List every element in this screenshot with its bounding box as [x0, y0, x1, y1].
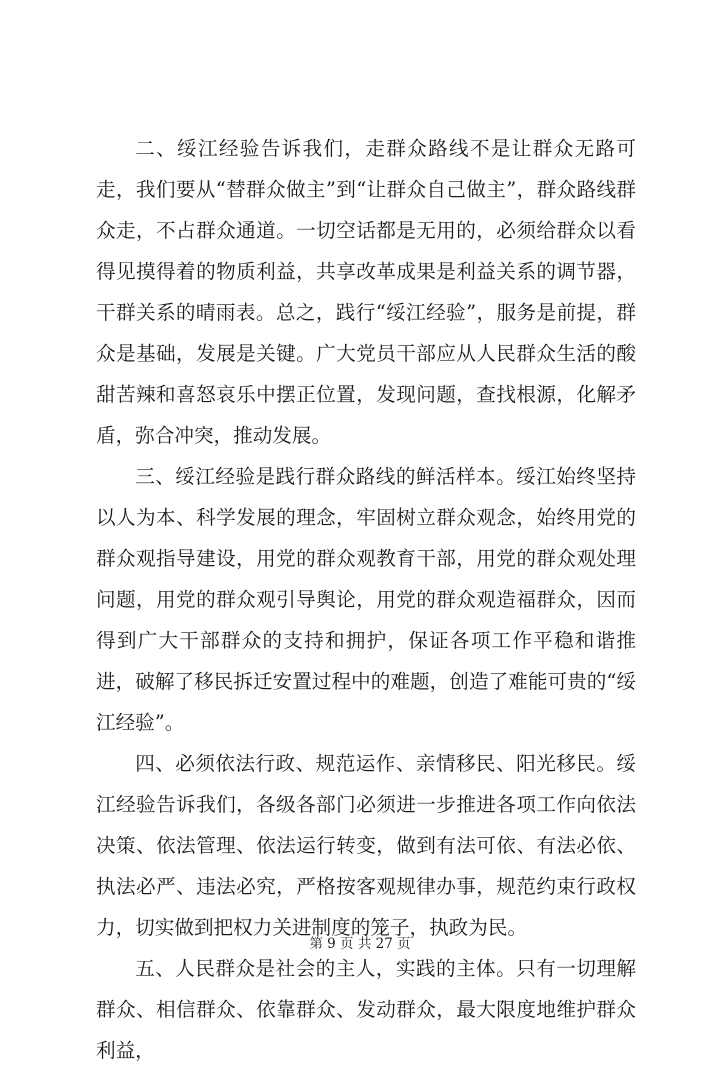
page-footer: 第 9 页 共 27 页 — [309, 936, 411, 952]
document-body — [96, 128, 636, 1071]
paragraph-3: 三、绥江经验是践行群众路线的鲜活样本。绥江始终坚持以人为本、科学发展的理念，牢固树立群众观念，始终用党的群众观指导建设，用党的群众观教育干部，用党的群众观处理问题，用党的群众观引导舆论，用党的群众观造福群众，因而得到广大干部群众的支持和拥护，保证各项工作平稳和谐推进，破解了移民拆迁安置过程中的难题，创造了难能可贵的“绥江经验”。 — [96, 465, 636, 734]
paragraph-2: 二、绥江经验告诉我们，走群众路线不是让群众无路可走，我们要从“替群众做主”到“让群众自己做主”，群众路线群众走，不占群众通道。一切空话都是无用的，必须给群众以看得见摸得着的物质利益，共享改革成果是利益关系的调节器，干群关系的晴雨表。总之，践行“绥江经验”，服务是前提，群众是基础，发展是关键。广大党员干部应从人民群众生活的酸甜苦辣和喜怒哀乐中摆正位置，发现问题，查找根源，化解矛盾，弥合冲突，推动发展。 — [96, 137, 636, 447]
paragraph-5: 五、人民群众是社会的主人，实践的主体。只有一切理解群众、相信群众、依靠群众、发动群众，最大限度地维护群众利益， — [96, 957, 636, 1062]
paragraph-4: 四、必须依法行政、规范运作、亲情移民、阳光移民。绥江经验告诉我们，各级各部门必须进一步推进各项工作向依法决策、依法管理、依法运行转变，做到有法可依、有法必依、执法必严、违法必究，严格按客观规律办事，规范约束行政权力，切实做到把权力关进制度的笼子，执政为民。 — [96, 752, 636, 939]
